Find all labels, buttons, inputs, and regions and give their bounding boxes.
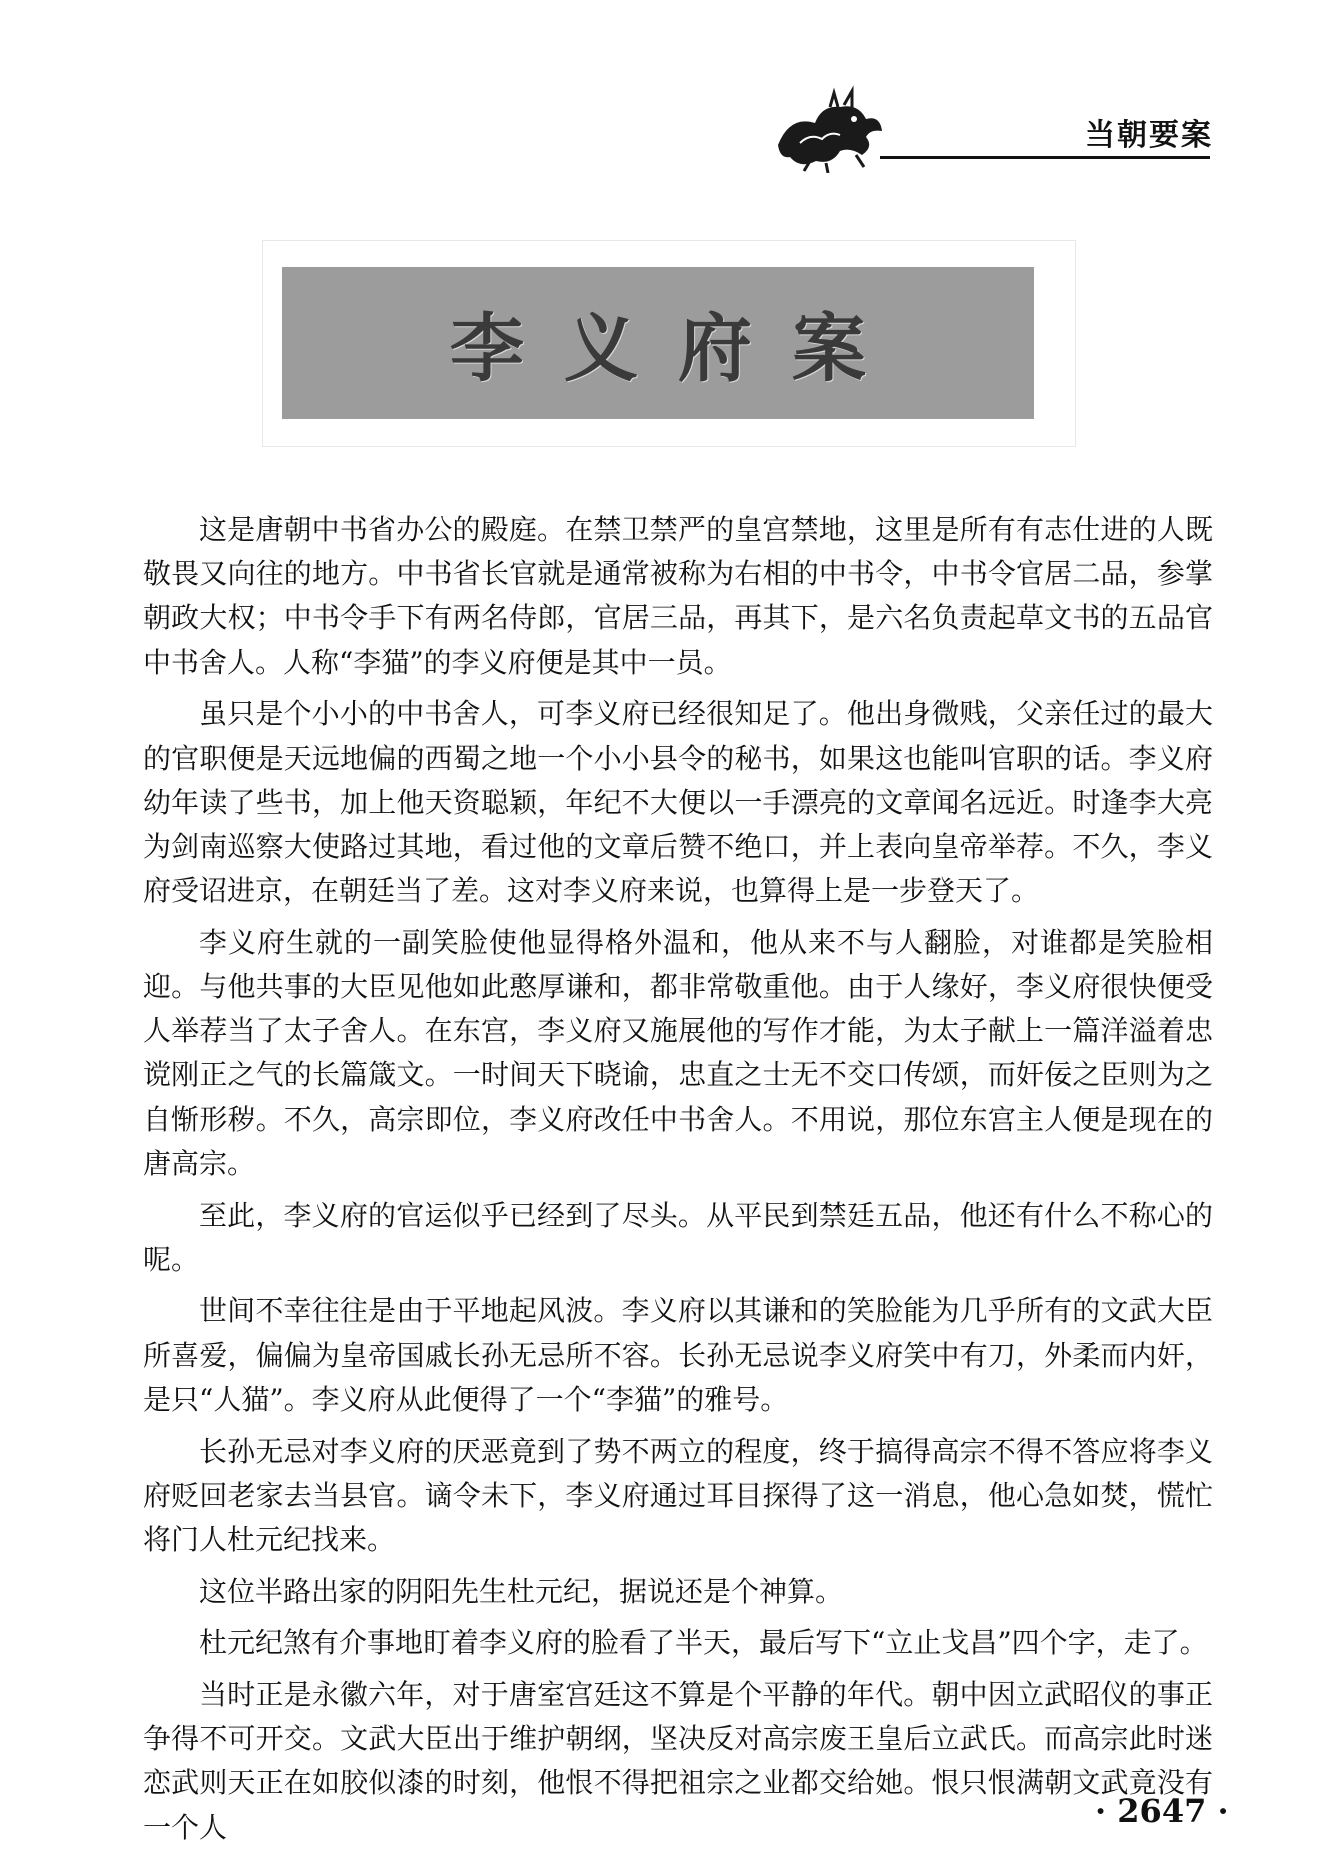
paragraph: 这是唐朝中书省办公的殿庭。在禁卫禁严的皇宫禁地，这里是所有有志仕进的人既敬畏又向往的地方。中书省长官就是通常被称为右相的中书令，中书令官居二品，参掌朝政大权；中书令手下有两名侍郎，官居三品，再其下，是六名负责起草文书的五品官中书舍人。人称“李猫”的李义府便是其中一员。 bbox=[143, 513, 1213, 679]
section-title: 当朝要案 bbox=[1085, 118, 1213, 153]
article-body bbox=[143, 508, 1213, 1857]
paragraph: 虽只是个小小的中书舍人，可李义府已经很知足了。他出身微贱，父亲任过的最大的官职便是天远地偏的西蜀之地一个小小县令的秘书，如果这也能叫官职的话。李义府幼年读了些书，加上他天资聪颖，年纪不大便以一手漂亮的文章闻名远近。时逢李大亮为剑南巡察大使路过其地，看过他的文章后赞不绝口，并上表向皇帝举荐。不久，李义府受诏进京，在朝廷当了差。这对李义府来说，也算得上是一步登天了。 bbox=[143, 697, 1213, 908]
paragraph: 长孙无忌对李义府的厌恶竟到了势不两立的程度，终于搞得高宗不得不答应将李义府贬回老家去当县官。谪令未下，李义府通过耳目探得了这一消息，他心急如焚，慌忙将门人杜元纪找来。 bbox=[143, 1434, 1213, 1556]
page-number: · 2647 · bbox=[1095, 1792, 1229, 1830]
paragraph: 当时正是永徽六年，对于唐室宫廷这不算是个平静的年代。朝中因立武昭仪的事正争得不可开交。文武大臣出于维护朝纲，坚决反对高宗废王皇后立武氏。而高宗此时迷恋武则天正在如胶似漆的时刻，他恨不得把祖宗之业都交给她。恨只恨满朝文武竟没有一个人 bbox=[143, 1678, 1213, 1844]
paragraph: 至此，李义府的官运似乎已经到了尽头。从平民到禁廷五品，他还有什么不称心的呢。 bbox=[143, 1198, 1213, 1276]
article-title-banner bbox=[282, 267, 1034, 419]
paragraph: 这位半路出家的阴阳先生杜元纪，据说还是个神算。 bbox=[199, 1574, 844, 1608]
paragraph: 杜元纪煞有介事地盯着李义府的脸看了半天，最后写下“立止戈昌”四个字，走了。 bbox=[199, 1626, 1208, 1660]
paragraph: 李义府生就的一副笑脸使他显得格外温和，他从来不与人翻脸，对谁都是笑脸相迎。与他共事的大臣见他如此憨厚谦和，都非常敬重他。由于人缘好，李义府很快便受人举荐当了太子舍人。在东宫，李义府又施展他的写作才能，为太子献上一篇洋溢着忠谠刚正之气的长篇箴文。一时间天下晓谕，忠直之士无不交口传颂，而奸佞之臣则为之自惭形秽。不久，高宗即位，李义府改任中书舍人。不用说，那位东宫主人便是现在的唐高宗。 bbox=[143, 925, 1213, 1180]
dragon-emblem-icon bbox=[770, 85, 888, 173]
page-header bbox=[0, 0, 1322, 180]
article-title: 李义府案 bbox=[450, 306, 906, 392]
header-rule bbox=[880, 156, 1210, 159]
paragraph: 世间不幸往往是由于平地起风波。李义府以其谦和的笑脸能为几乎所有的文武大臣所喜爱，偏偏为皇帝国戚长孙无忌所不容。长孙无忌说李义府笑中有刀，外柔而内奸，是只“人猫”。李义府从此便得了一个“李猫”的雅号。 bbox=[143, 1294, 1213, 1416]
